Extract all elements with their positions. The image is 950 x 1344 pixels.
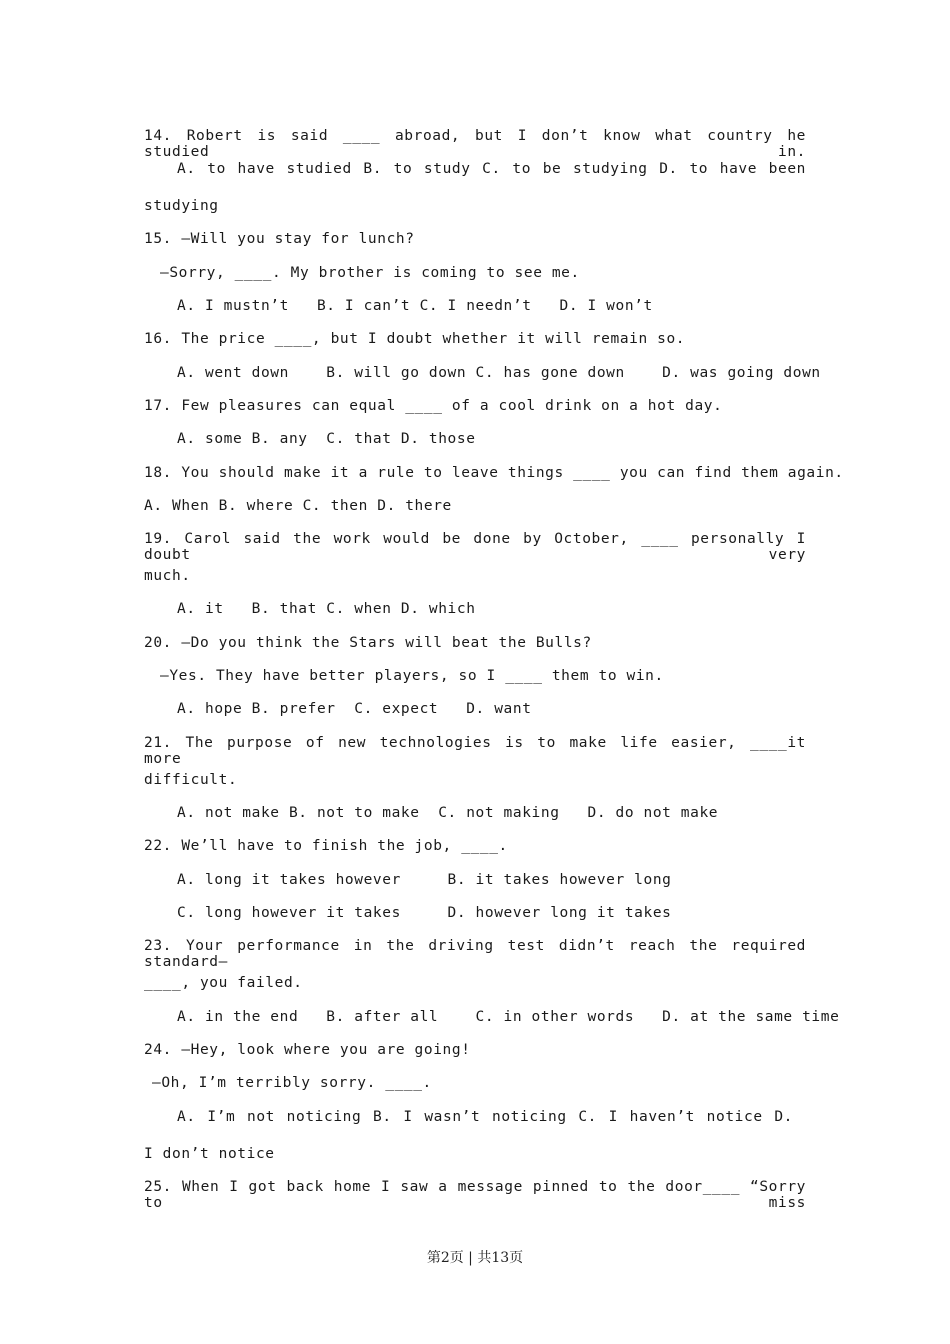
question-24-stem: 24. —Hey, look where you are going!: [144, 1042, 471, 1058]
question-23-stem: 23. Your performance in the driving test didn’t reach the required standard—: [144, 938, 806, 970]
question-21-stem: 21. The purpose of new technologies is to make life easier, ____it more: [144, 735, 806, 767]
question-20-options: A. hope B. prefer C. expect D. want: [177, 701, 532, 717]
question-20-reply: —Yes. They have better players, so I ____ them to win.: [160, 668, 664, 684]
question-21-options: A. not make B. not to make C. not making D. do not make: [177, 805, 719, 821]
page-number-footer: 第2页 | 共13页: [426, 1250, 524, 1266]
question-19-stem: 19. Carol said the work would be done by October, ____ personally I doubt very: [144, 531, 806, 563]
question-14-options: A. to have studied B. to study C. to be studying D. to have been: [177, 161, 806, 177]
question-16-stem: 16. The price ____, but I doubt whether it will remain so.: [144, 331, 686, 347]
question-17-stem: 17. Few pleasures can equal ____ of a cool drink on a hot day.: [144, 398, 723, 414]
question-14-stem: 14. Robert is said ____ abroad, but I don’t know what country he studied in.: [144, 128, 806, 160]
question-22-options-2: C. long however it takes D. however long it takes: [177, 905, 672, 921]
question-19-options: A. it B. that C. when D. which: [177, 601, 476, 617]
question-15-reply: —Sorry, ____. My brother is coming to see me.: [160, 265, 580, 281]
question-16-options: A. went down B. will go down C. has gone down D. was going down: [177, 365, 821, 381]
question-19-stem-cont: much.: [144, 568, 191, 584]
question-23-stem-cont: ____, you failed.: [144, 975, 303, 991]
question-24-reply: —Oh, I’m terribly sorry. ____.: [152, 1075, 432, 1091]
question-22-options-1: A. long it takes however B. it takes however long: [177, 872, 672, 888]
question-24-options-cont: I don’t notice: [144, 1146, 275, 1162]
question-24-options: A. I’m not noticing B. I wasn’t noticing C. I haven’t notice D.: [177, 1109, 793, 1125]
question-17-options: A. some B. any C. that D. those: [177, 431, 476, 447]
question-20-stem: 20. —Do you think the Stars will beat the Bulls?: [144, 635, 592, 651]
question-23-options: A. in the end B. after all C. in other words D. at the same time: [177, 1009, 840, 1025]
question-25-stem: 25. When I got back home I saw a message pinned to the door____ “Sorry to miss: [144, 1179, 806, 1211]
question-15-stem: 15. —Will you stay for lunch?: [144, 231, 415, 247]
question-18-options: A. When B. where C. then D. there: [144, 498, 452, 514]
question-14-options-cont: studying: [144, 198, 219, 214]
question-18-stem: 18. You should make it a rule to leave things ____ you can find them again.: [144, 465, 844, 481]
question-22-stem: 22. We’ll have to finish the job, ____.: [144, 838, 508, 854]
question-21-stem-cont: difficult.: [144, 772, 238, 788]
question-15-options: A. I mustn’t B. I can’t C. I needn’t D. I won’t: [177, 298, 653, 314]
